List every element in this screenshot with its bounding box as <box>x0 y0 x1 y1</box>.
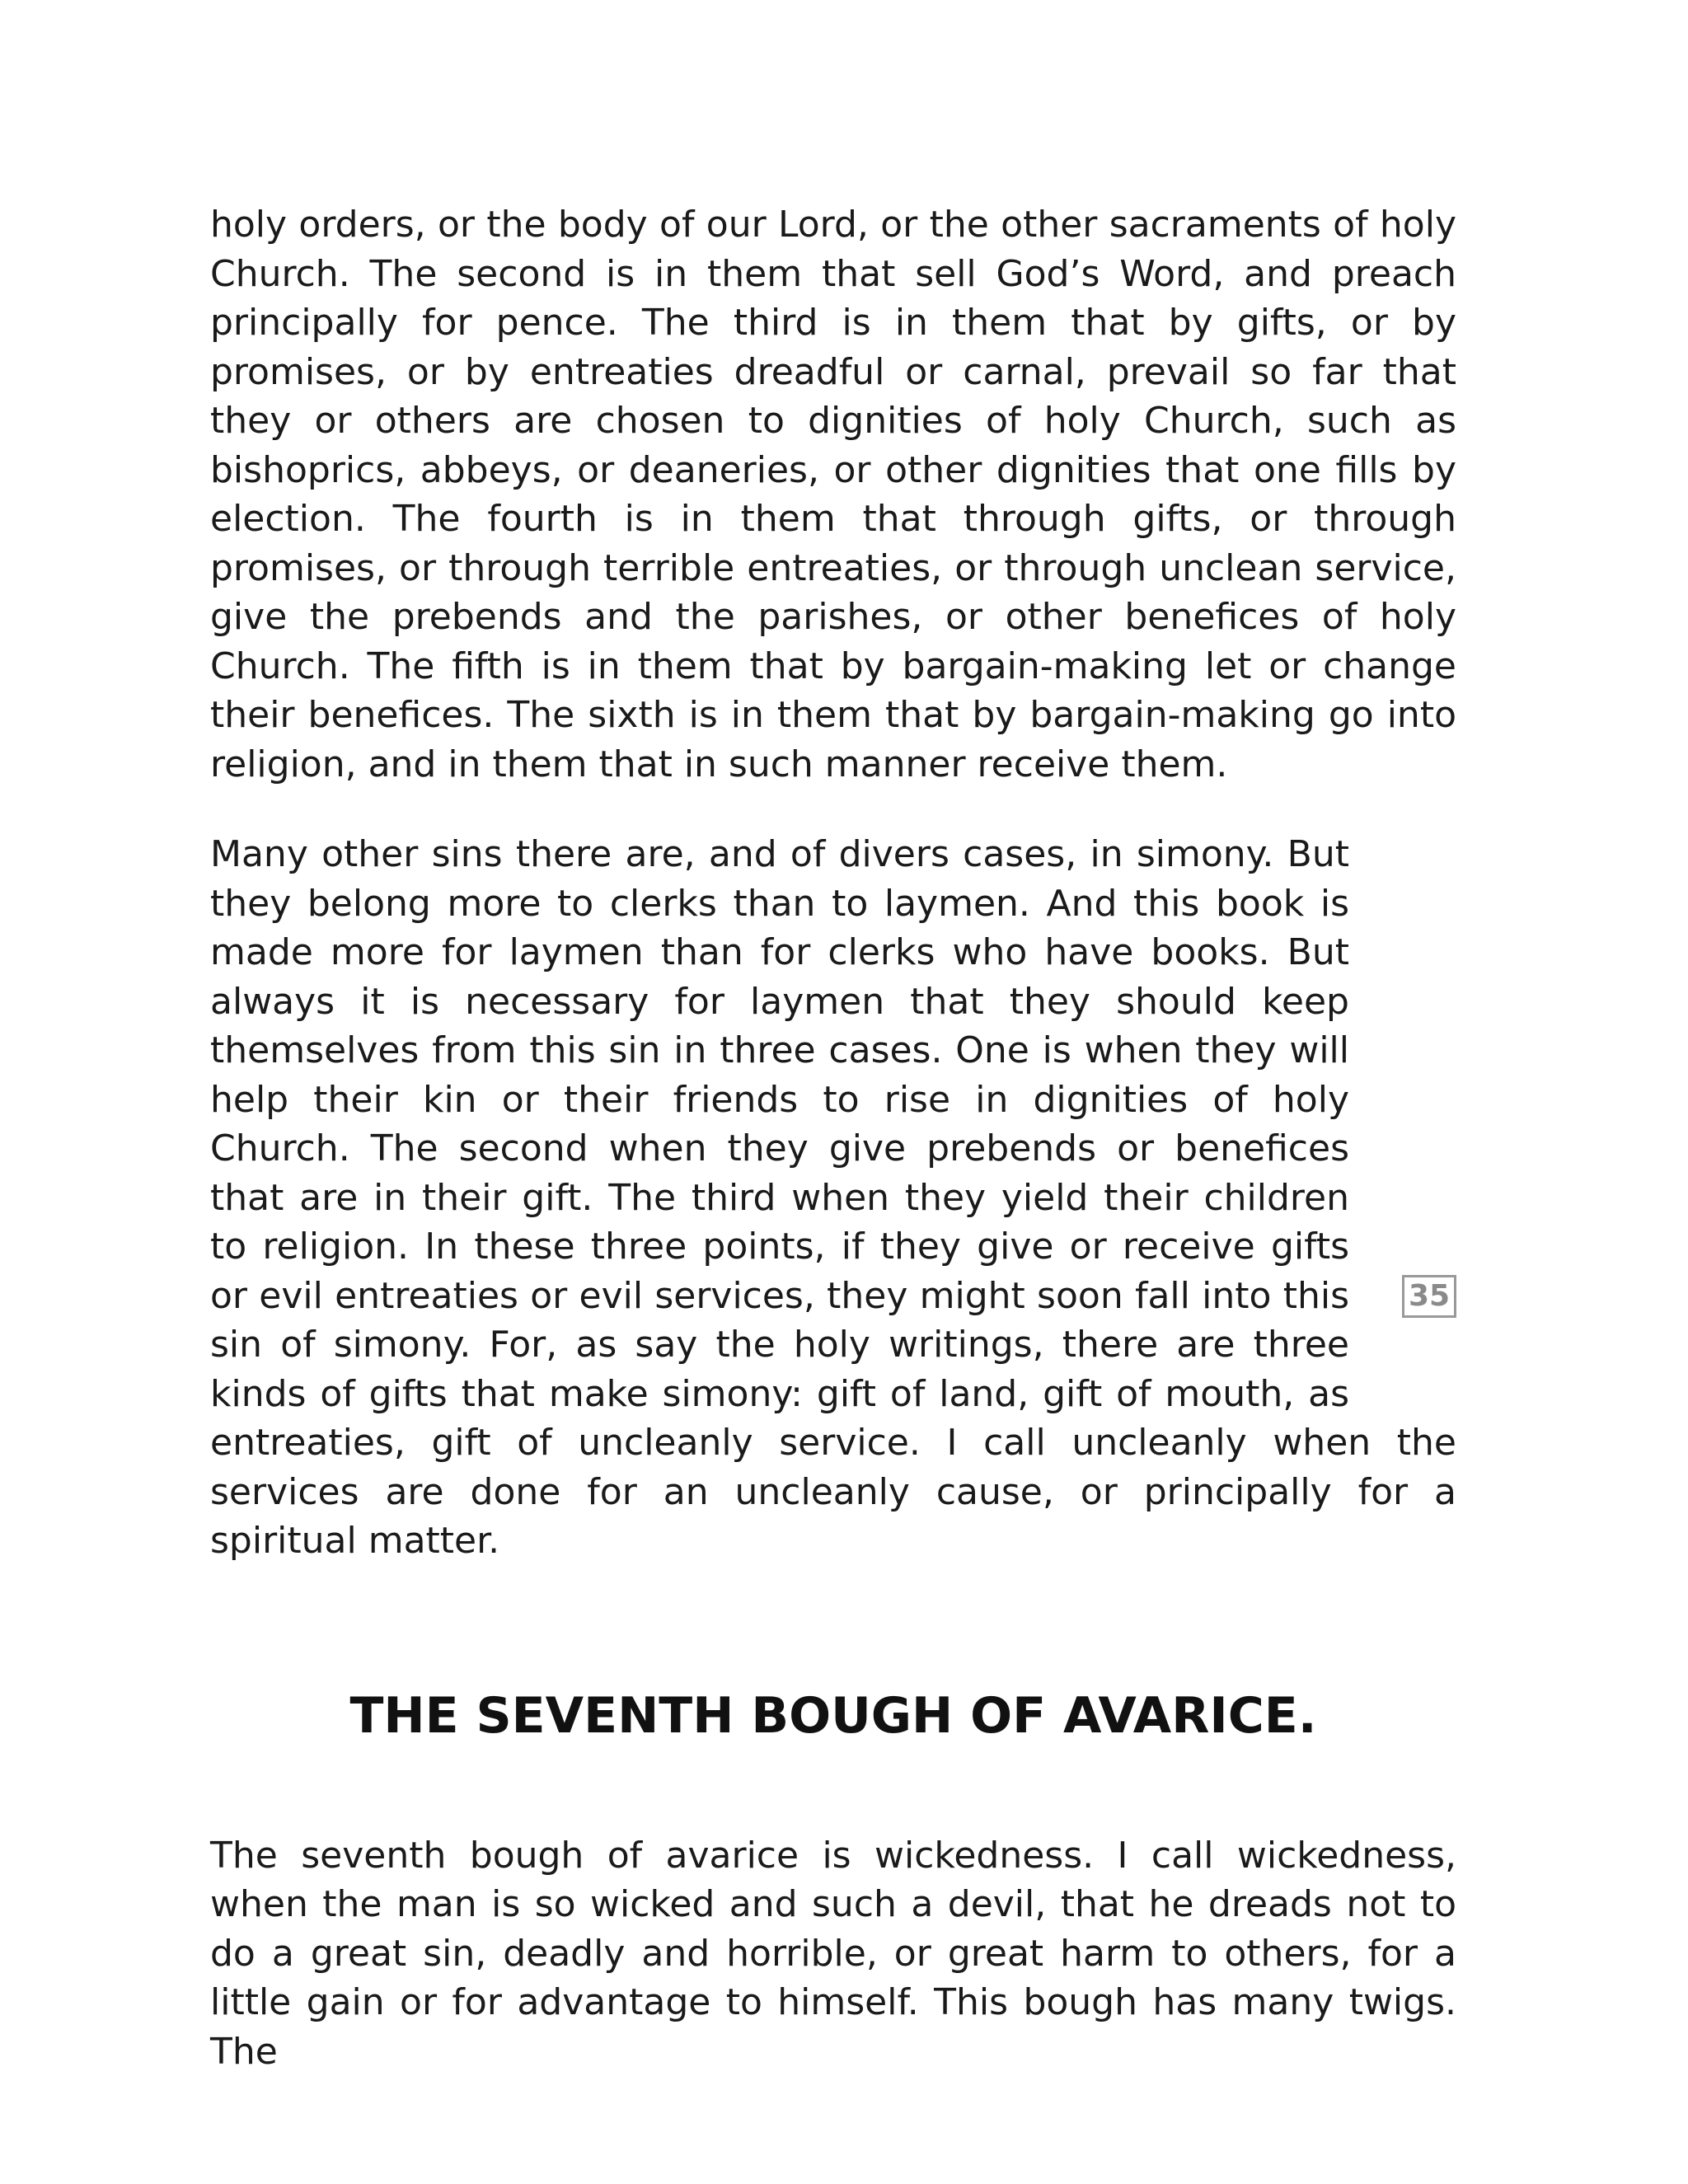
page-content <box>210 200 1456 2076</box>
paragraph-simony-laymen: Many other sins there are, and of divers cases, in simony. But they belong more to clerks than to laymen. And this book is made more for laymen than for clerks who have books. But always it is necessary for laymen that they should keep themselves from this sin in three cases. One is when they will help their kin or their friends to rise in dignities of holy Church. The second when they give prebends or benefices that are in their gift. The third when they yield their children to religion. In these three points, if they give or receive gifts or evil entreaties or evil services, they might soon fall into this sin of simony. For, as say the holy writings, there are three kinds of gifts that make simony: gift of land, gift of mouth, as entreaties, gift of uncleanly service. I call uncleanly when the services are done for an uncleanly cause, or principally for a spiritual matter. <box>210 833 1456 1562</box>
paragraph-wickedness: The seventh bough of avarice is wickedness. I call wickedness, when the man is so wicked and such a devil, that he dreads not to do a great sin, deadly and horrible, or great harm to others, for a little gain or for advantage to himself. This bough has many twigs. The <box>210 1834 1456 2073</box>
page-number-badge: 35 <box>1402 1275 1456 1318</box>
paragraph-simony-laymen-wrap <box>210 830 1456 1566</box>
paragraph-simony-kinds: holy orders, or the body of our Lord, or the other sacraments of holy Church. The second is in them that sell God’s Word, and preach principally for pence. The third is in them that by gifts, or by promises, or by entreaties dreadful or carnal, prevail so far that they or others are chosen to dignities of holy Church, such as bishoprics, abbeys, or deaneries, or other dignities that one fills by election. The fourth is in them that through gifts, or through promises, or through terrible entreaties, or through unclean service, give the prebends and the parishes, or other benefices of holy Church. The fifth is in them that by bargain-making let or change their benefices. The sixth is in them that by bargain-making go into religion, and in them that in such manner receive them. <box>210 204 1456 785</box>
section-heading: THE SEVENTH BOUGH OF AVARICE. <box>349 1686 1317 1745</box>
